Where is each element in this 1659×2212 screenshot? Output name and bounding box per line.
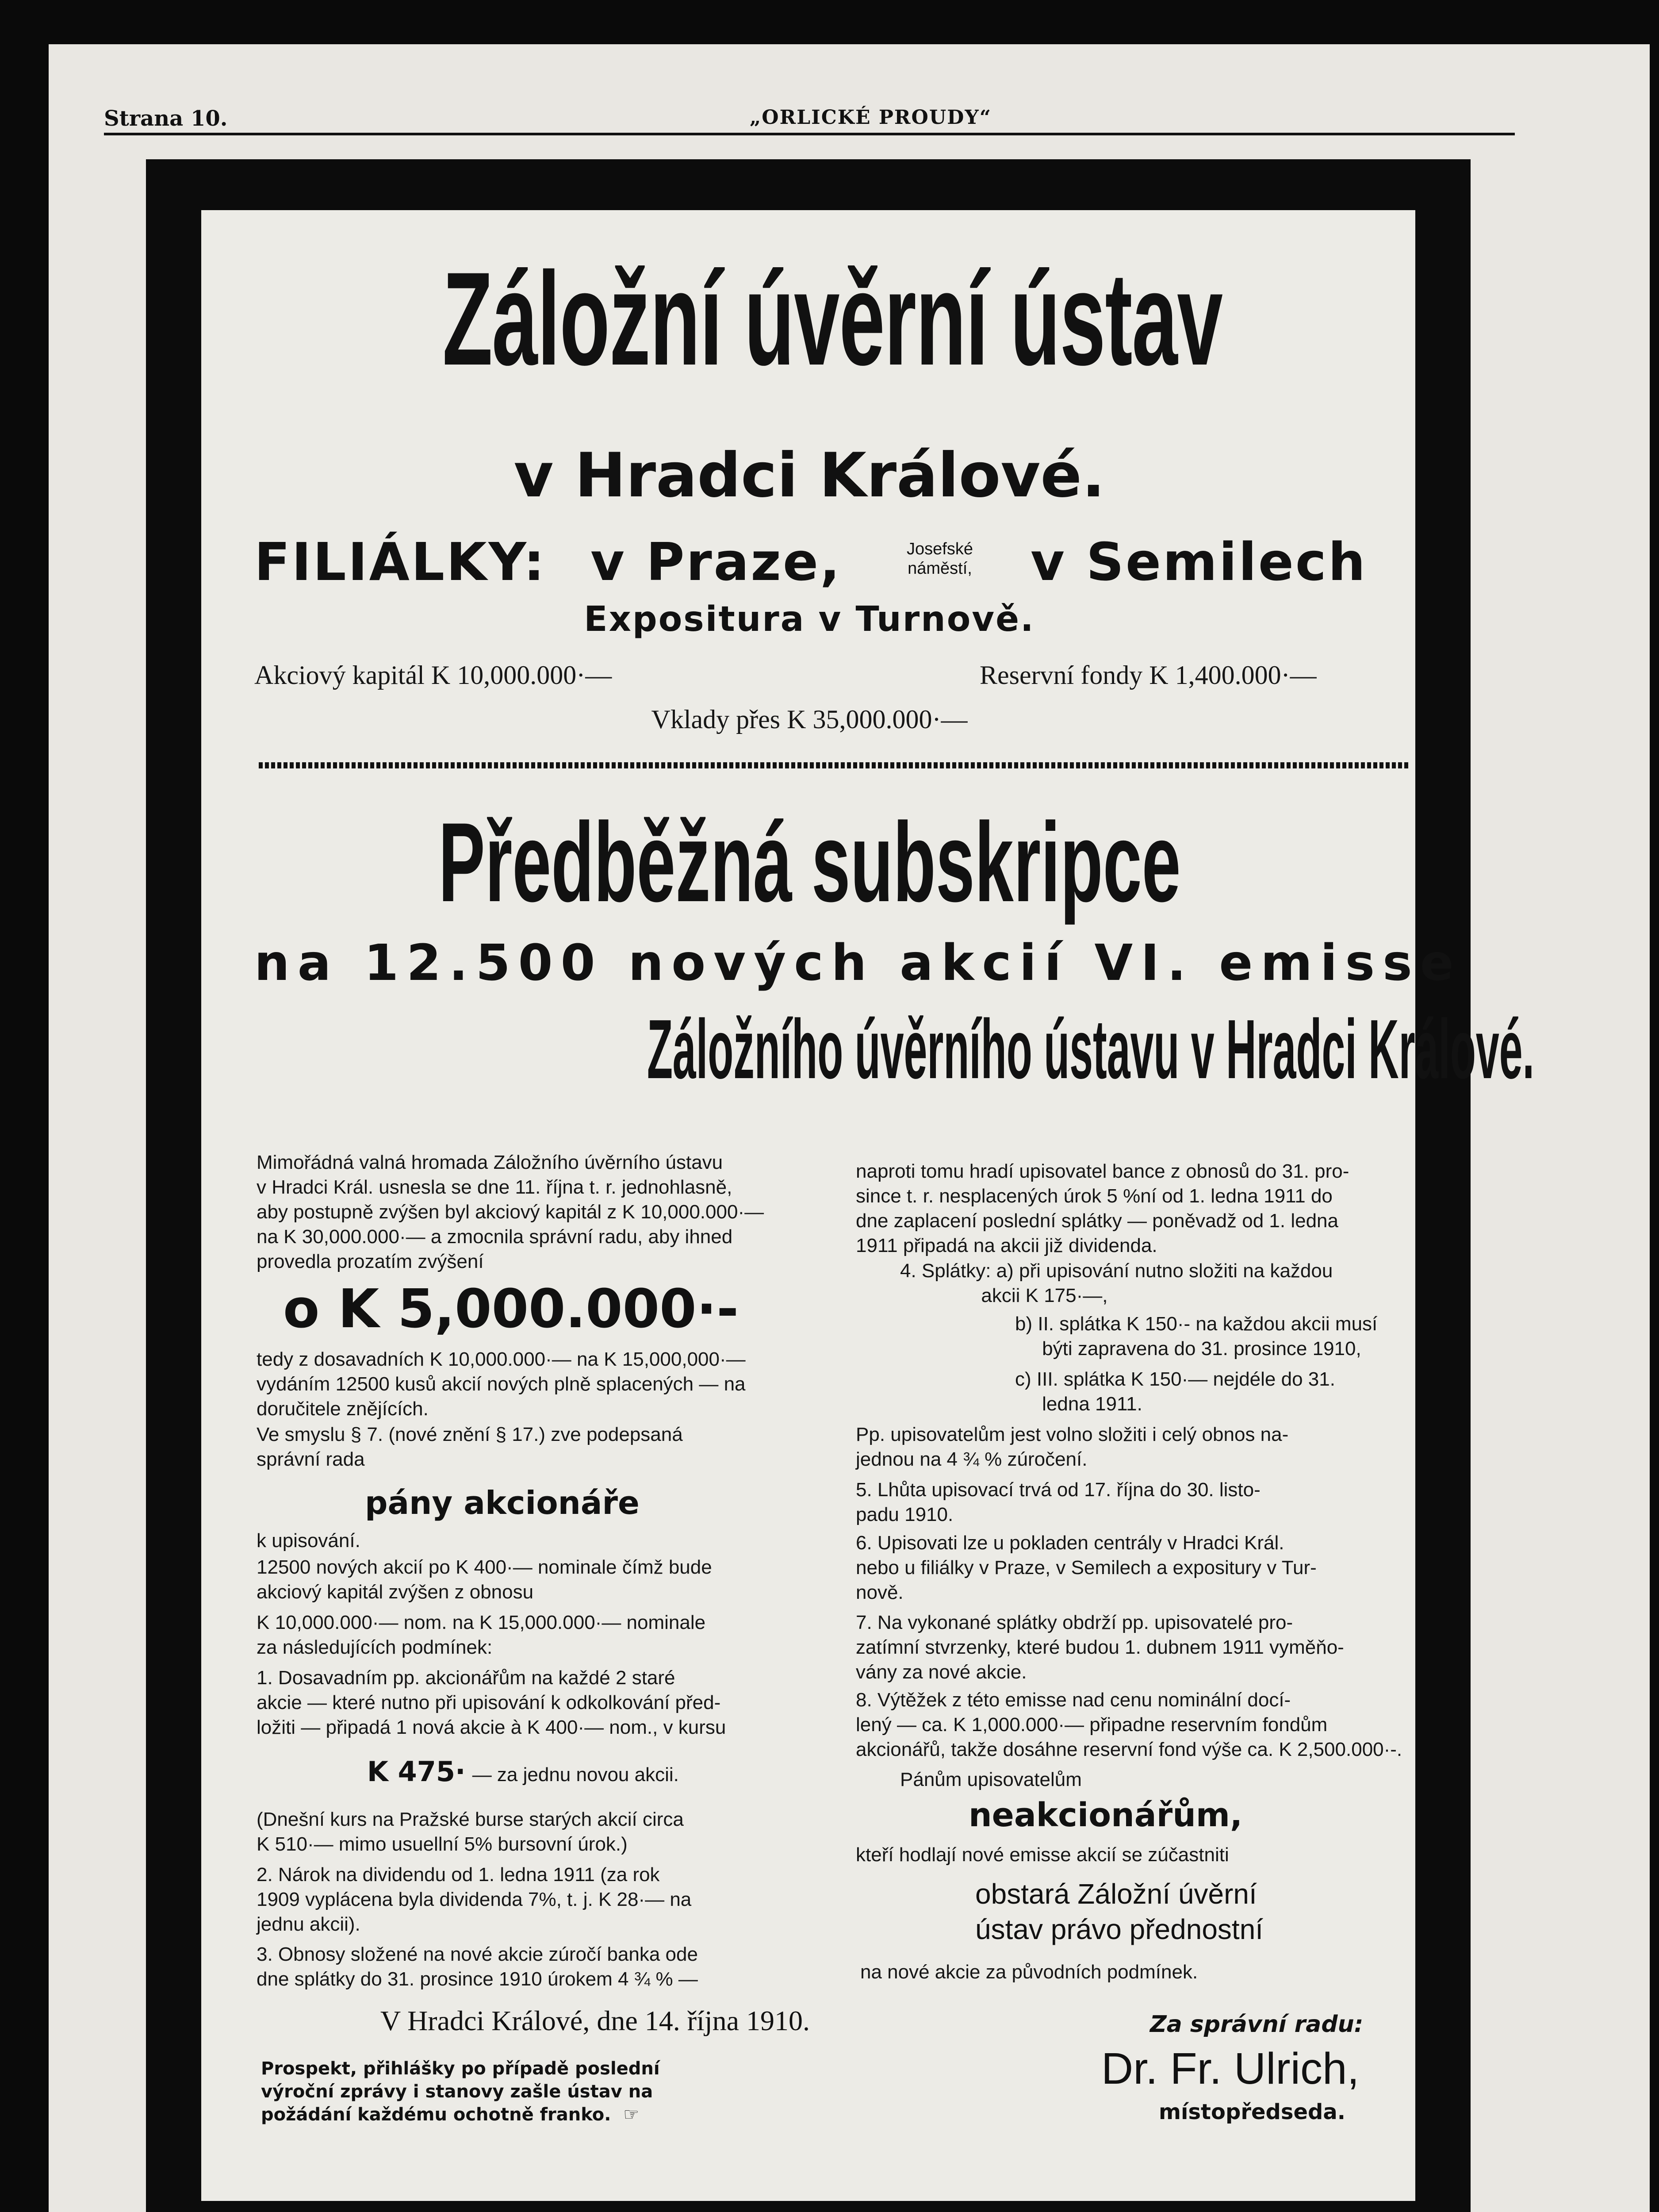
ad-title: Záložní úvěrní ústav <box>442 244 1222 393</box>
left-p5: 12500 nových akcií po K 400·— nominale čímž bude akciový kapitál zvýšen z obnosu <box>257 1556 712 1603</box>
capital: Akciový kapitál K 10,000.000·— <box>254 661 612 690</box>
branch-prague-note-2: náměstí, <box>908 559 972 578</box>
left-p2: tedy z dosavadních K 10,000.000·— na K 15,000,000·— vydáním 12500 kusů akcií nových plně splacených — na doručitele znějících. <box>257 1348 746 1420</box>
right-priority-2: ústav právo přednostní <box>975 1913 1264 1945</box>
left-p4: k upisování. <box>257 1530 360 1551</box>
header-rule <box>104 133 1515 135</box>
right-p10: na nové akcie za původních podmínek. <box>860 1961 1198 1983</box>
left-price-rest: — za jednu novou akcii. <box>472 1764 679 1786</box>
dotted-divider <box>259 762 1409 768</box>
left-p6: K 10,000.000·— nom. na K 15,000.000·— nominale za následujících podmínek: <box>257 1612 706 1658</box>
right-p4: 5. Lhůta upisovací trvá od 17. října do 30. listo- padu 1910. <box>856 1479 1261 1525</box>
branch-semily: v Semilech <box>1031 531 1367 592</box>
page-number: Strana 10. <box>104 106 228 131</box>
right-p7: 8. Výtěžek z této emisse nad cenu nominální docí- lený — ca. K 1,000.000·— připadne reservním fondům akcionářů, takže dosáhne reservní fond výše ca. K 2,500.000·-. <box>856 1689 1402 1760</box>
left-p9: 2. Nárok na dividendu od 1. ledna 1911 (za rok 1909 vyplácena byla dividenda 7%, t. j. K 28·— na jednu akcii). <box>257 1864 692 1935</box>
left-p10: 3. Obnosy složené na nové akcie zúročí banka ode dne splátky do 31. prosince 1910 úrokem 4 ¾ % — <box>257 1943 698 1990</box>
prospect-note: Prospekt, přihlášky po případě poslední výroční zprávy i stanovy zašle ústav na požádání každému ochotně franko. ☞ <box>261 2058 660 2125</box>
signature: Dr. Fr. Ulrich, <box>1101 2044 1360 2093</box>
right-p2a: 4. Splátky: a) při upisování nutno složiti na každou akcii K 175·—, <box>900 1260 1333 1306</box>
right-p6: 7. Na vykonané splátky obdrží pp. upisovatelé pro- zatímní stvrzenky, které budou 1. dubnem 1911 vyměňo- vány za nové akcie. <box>856 1612 1344 1683</box>
right-p2c: c) III. splátka K 150·— nejdéle do 31. ledna 1911. <box>1015 1368 1335 1415</box>
reserves: Reservní fondy K 1,400.000·— <box>980 661 1317 690</box>
institution-line: Záložního úvěrního ústavu v Hradci Králové. <box>647 1002 1534 1096</box>
date-line: V Hradci Králové, dne 14. října 1910. <box>380 2005 810 2036</box>
right-p8: Pánům upisovatelům <box>900 1769 1082 1790</box>
newspaper-title: „ORLICKÉ PROUDY“ <box>750 106 992 129</box>
deposits: Vklady přes K 35,000.000·— <box>651 705 968 734</box>
left-p3: Ve smyslu § 7. (nové znění § 17.) zve podepsaná správní rada <box>257 1424 683 1470</box>
subscription-title: Předběžná subskripce <box>438 799 1181 926</box>
left-p8: (Dnešní kurs na Pražské burse starých akcií circa K 510·— mimo usuellní 5% bursovní úrok.) <box>257 1809 684 1855</box>
right-p5: 6. Upisovati lze u pokladen centrály v Hradci Král. nebo u filiálky v Praze, v Semilech a expositury v Tur- nově. <box>856 1532 1317 1603</box>
sign-label: Za správní radu: <box>1150 2011 1364 2038</box>
left-shareholders: pány akcionáře <box>365 1484 640 1521</box>
left-price: K 475· <box>367 1755 466 1788</box>
left-p7: 1. Dosavadním pp. akcionářům na každé 2 staré akcie — které nutno při upisování k odkolkování před- ložiti — připadá 1 nová akcie à K 400·— nom., v kursu <box>257 1667 726 1738</box>
branches-label: FILIÁLKY: <box>254 531 546 592</box>
branch-prague-note-1: Josefské <box>907 540 973 558</box>
right-p3: Pp. upisovatelům jest volno složiti i celý obnos na- jednou na 4 ¾ % zúročení. <box>856 1424 1289 1470</box>
right-p9: kteří hodlají nové emisse akcií se zúčastniti <box>856 1844 1229 1866</box>
right-non-shareholders: neakcionářům, <box>969 1796 1243 1834</box>
branches-line <box>254 533 1413 595</box>
right-p1: naproti tomu hradí upisovatel bance z obnosů do 31. pro- since t. r. nesplacených úrok 5 %ní od 1. ledna 1911 do dne zaplacení poslední splátky — poněvadž od 1. ledna 1911 připadá na akcii již dividenda. <box>856 1160 1349 1256</box>
expositura: Expositura v Turnově. <box>584 599 1035 639</box>
left-amount: o K 5,000.000·- <box>283 1279 739 1340</box>
ad-location: v Hradci Králové. <box>513 440 1105 511</box>
sign-title: místopředseda. <box>1159 2100 1346 2124</box>
left-p1: Mimořádná valná hromada Záložního úvěrního ústavu v Hradci Král. usnesla se dne 11. října t. r. jednohlasně, aby postupně zvýšen byl akciový kapitál z K 10,000.000·— na K 30,000.000·— a zmocnila správní radu, aby ihned provedla prozatím zvýšení <box>257 1152 764 1272</box>
shares-line: na 12.500 nových akcií VI. emisse <box>254 934 1462 992</box>
right-p2b: b) II. splátka K 150·- na každou akcii musí býti zapravena do 31. prosince 1910, <box>1015 1313 1378 1359</box>
right-priority-1: obstará Záložní úvěrní <box>975 1878 1257 1910</box>
branch-prague: v Praze, <box>590 531 842 592</box>
